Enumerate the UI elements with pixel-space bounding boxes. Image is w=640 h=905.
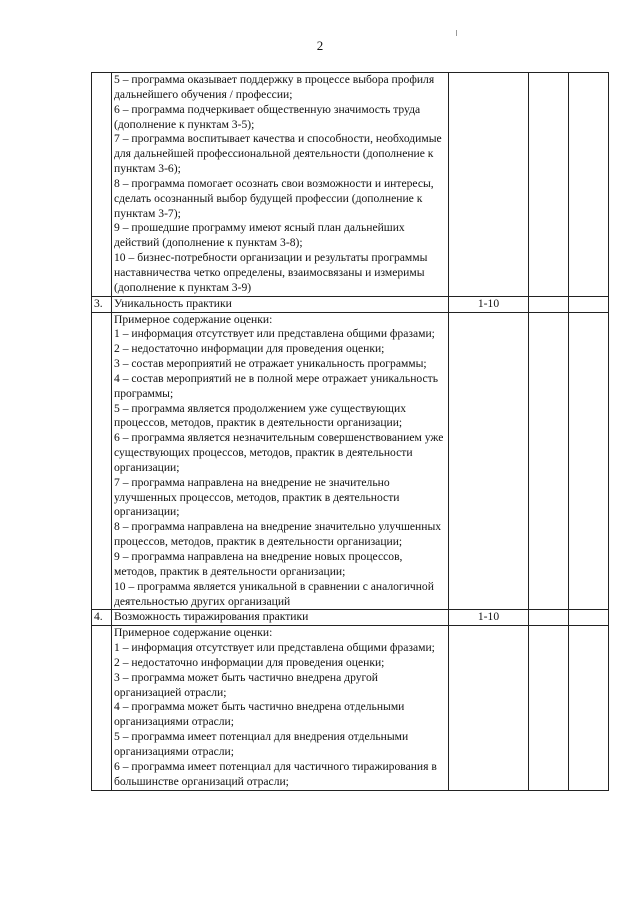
empty-cell: [569, 312, 609, 610]
criteria-line: 7 – программа направлена на внедрение не значительно улучшенных процессов, методов, практик в деятельности организации;: [114, 475, 400, 519]
criteria-line: 1 – информация отсутствует или представлена общими фразами;: [114, 641, 435, 655]
criteria-cell: [112, 73, 449, 297]
empty-cell: [529, 312, 569, 610]
criteria-line: 1 – информация отсутствует или представлена общими фразами;: [114, 327, 435, 341]
criteria-line: 5 – программа является продолжением уже существующих процессов, методов, практик в деятельности организации;: [114, 401, 406, 430]
criteria-cell: [112, 626, 449, 790]
empty-cell: [569, 73, 609, 297]
table-row-continuation: [92, 73, 609, 297]
table-row-header: [92, 296, 609, 312]
row-number-cell: [92, 73, 112, 297]
empty-cell: [569, 296, 609, 312]
criteria-line: 4 – программа может быть частично внедрена отдельными организациями отрасли;: [114, 700, 405, 729]
score-range: 1-10: [449, 610, 529, 626]
empty-cell: [569, 626, 609, 790]
empty-cell: [529, 73, 569, 297]
empty-cell: [529, 296, 569, 312]
criteria-line: 9 – программа направлена на внедрение новых процессов, методов, практик в деятельности организации;: [114, 550, 403, 578]
row-title: Уникальность практики: [112, 296, 449, 312]
criteria-line: 2 – недостаточно информации для проведения оценки;: [114, 342, 385, 356]
criteria-line: 2 – недостаточно информации для проведения оценки;: [114, 655, 385, 669]
criteria-line: 6 – программа подчеркивает общественную значимость труда (дополнение к пунктам 3-5);: [114, 102, 421, 131]
criteria-line: 6 – программа является незначительным совершенствованием уже существующих процессов, методов, практик в деятельности организации;: [114, 431, 444, 474]
empty-cell: [569, 610, 609, 626]
criteria-line: Примерное содержание оценки:: [114, 312, 273, 326]
row-number: 4.: [92, 610, 112, 626]
criteria-line: Примерное содержание оценки:: [114, 626, 273, 640]
criteria-line: 5 – программа имеет потенциал для внедрения отдельными организациями отрасли;: [114, 730, 409, 758]
score-cell: [449, 626, 529, 790]
criteria-line: 4 – состав мероприятий не в полной мере отражает уникальность программы;: [114, 371, 439, 400]
empty-cell: [529, 610, 569, 626]
criteria-line: 7 – программа воспитывает качества и способности, необходимые для дальнейшей профессиональной деятельности (дополнение к пунктам 3-6);: [114, 132, 442, 176]
criteria-line: 3 – программа может быть частично внедрена другой организацией отрасли;: [114, 670, 378, 699]
criteria-line: 8 – программа помогает осознать свои возможности и интересы, сделать осознанный выбор будущей профессии (дополнение к пунктам 3-7);: [114, 176, 434, 220]
table-row-header: [92, 610, 609, 626]
row-number-cell: [92, 626, 112, 790]
table-row-details: [92, 626, 609, 790]
criteria-cell: [112, 312, 449, 610]
score-range: 1-10: [449, 296, 529, 312]
score-cell: [449, 73, 529, 297]
criteria-line: 3 – состав мероприятий не отражает уникальность программы;: [114, 357, 427, 371]
scan-mark: [456, 30, 457, 36]
criteria-line: 9 – прошедшие программу имеют ясный план дальнейших действий (дополнение к пунктам 3-8);: [114, 221, 405, 250]
row-title: Возможность тиражирования практики: [112, 610, 449, 626]
page-number: 2: [316, 38, 324, 53]
empty-cell: [529, 626, 569, 790]
row-number: 3.: [92, 296, 112, 312]
row-number-cell: [92, 312, 112, 610]
evaluation-table: [91, 72, 609, 791]
criteria-line: 6 – программа имеет потенциал для частичного тиражирования в большинстве организаций отрасли;: [114, 759, 437, 788]
criteria-line: 10 – программа является уникальной в сравнении с аналогичной деятельностью других организаций: [114, 579, 434, 608]
score-cell: [449, 312, 529, 610]
table-row-details: [92, 312, 609, 610]
criteria-line: 5 – программа оказывает поддержку в процессе выбора профиля дальнейшего обучения / профессии;: [114, 73, 435, 101]
criteria-line: 10 – бизнес-потребности организации и результаты программы наставничества четко определены, взаимосвязаны и измеримы (дополнение к пунктам 3-9): [114, 251, 428, 294]
criteria-line: 8 – программа направлена на внедрение значительно улучшенных процессов, методов, практик в деятельности организации;: [114, 520, 442, 549]
